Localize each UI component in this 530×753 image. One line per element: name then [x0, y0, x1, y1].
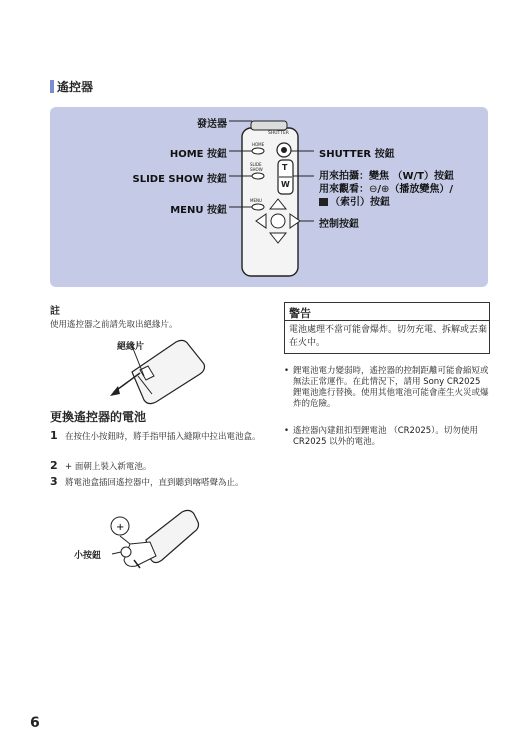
- step-number: 1: [50, 429, 58, 442]
- remote-t-text: T: [282, 163, 288, 172]
- home-button-shape: [252, 148, 264, 154]
- bullet-text: 鋰電池電力變弱時，遙控器的控制距離可能會縮短或無法正常運作。在此情況下，請用 Sony CR2025 鋰電池進行替換。使用其他電池可能會產生火災或爆炸的危險。: [293, 366, 489, 409]
- transmitter-label: 發送器: [197, 119, 227, 130]
- step-3: [50, 477, 280, 489]
- remote-shutter-text: SHUTTER: [268, 131, 289, 136]
- step-text: + 面朝上裝入新電池。: [65, 462, 152, 472]
- menu-button-label: MENU 按鈕: [170, 205, 227, 216]
- transmitter-window: [251, 121, 287, 130]
- shutter-button-label: SHUTTER 按鈕: [319, 149, 395, 160]
- dpad-center-shape: [271, 214, 285, 228]
- page-number: 6: [30, 715, 40, 731]
- step-2: [50, 461, 280, 473]
- step-text: 在按住小按鈕時，將手指甲插入縫隙中拉出電池盒。: [65, 432, 261, 442]
- warning-text: 電池處理不當可能會爆炸。切勿充電、拆解或丟棄在火中。: [289, 325, 488, 348]
- slideshow-button-label: SLIDE SHOW 按鈕: [132, 174, 227, 185]
- step-text: 將電池盒插回遙控器中，直到聽到喀嗒聲為止。: [65, 478, 244, 488]
- remote-slideshow-text: SLIDE SHOW: [250, 162, 263, 172]
- remote-w-text: W: [281, 180, 290, 189]
- index-icon: [319, 198, 328, 206]
- svg-text:+: +: [116, 522, 125, 533]
- warning-box: [284, 302, 490, 354]
- section-title: 遙控器: [57, 80, 94, 94]
- warning-title: 警告: [289, 307, 311, 320]
- control-button-label: 控制按鈕: [319, 219, 359, 230]
- zoom-button-label-line1: 用來拍攝：變焦 （W/T）按鈕: [319, 171, 454, 182]
- menu-button-shape: [252, 204, 264, 210]
- bullet-text: 遙控器內建鈕扣型鋰電池 （CR2025）。切勿使用 CR2025 以外的電池。: [293, 426, 478, 447]
- remote-illustration: [0, 0, 530, 300]
- remote-menu-text: MENU: [250, 198, 262, 203]
- zoom-in-icon: ⊕: [381, 184, 390, 195]
- step-number: 2: [50, 459, 58, 472]
- bullet-item: • 鋰電池電力變弱時，遙控器的控制距離可能會縮短或無法正常運作。在此情況下，請用 Sony CR2025 鋰電池進行替換。使用其他電池可能會產生火災或爆炸的危險。: [284, 366, 489, 409]
- replace-battery-heading: 更換遙控器的電池: [50, 410, 147, 424]
- warning-divider: [285, 320, 489, 321]
- small-button-label: 小按鈕: [74, 551, 102, 561]
- note-text: 使用遙控器之前請先取出絕緣片。: [50, 320, 178, 330]
- remote-home-text: HOME: [252, 142, 265, 147]
- home-button-label: HOME 按鈕: [169, 149, 227, 160]
- battery-replacement-illustration: [70, 508, 200, 583]
- zoom-button-label-line3: （索引）按鈕: [319, 196, 390, 209]
- bullet-item: • 遙控器內建鈕扣型鋰電池 （CR2025）。切勿使用 CR2025 以外的電池。: [284, 426, 490, 448]
- zoom-out-icon: ⊖: [369, 184, 378, 195]
- zoom-button-label-line2: 用來觀看：⊖/⊕（播放變焦）/: [319, 184, 454, 195]
- slideshow-button-shape: [252, 173, 264, 179]
- step-1: [50, 431, 280, 443]
- note-heading: 註: [50, 306, 60, 317]
- step-number: 3: [50, 475, 58, 488]
- insulation-sheet-label: 絕緣片: [117, 342, 145, 352]
